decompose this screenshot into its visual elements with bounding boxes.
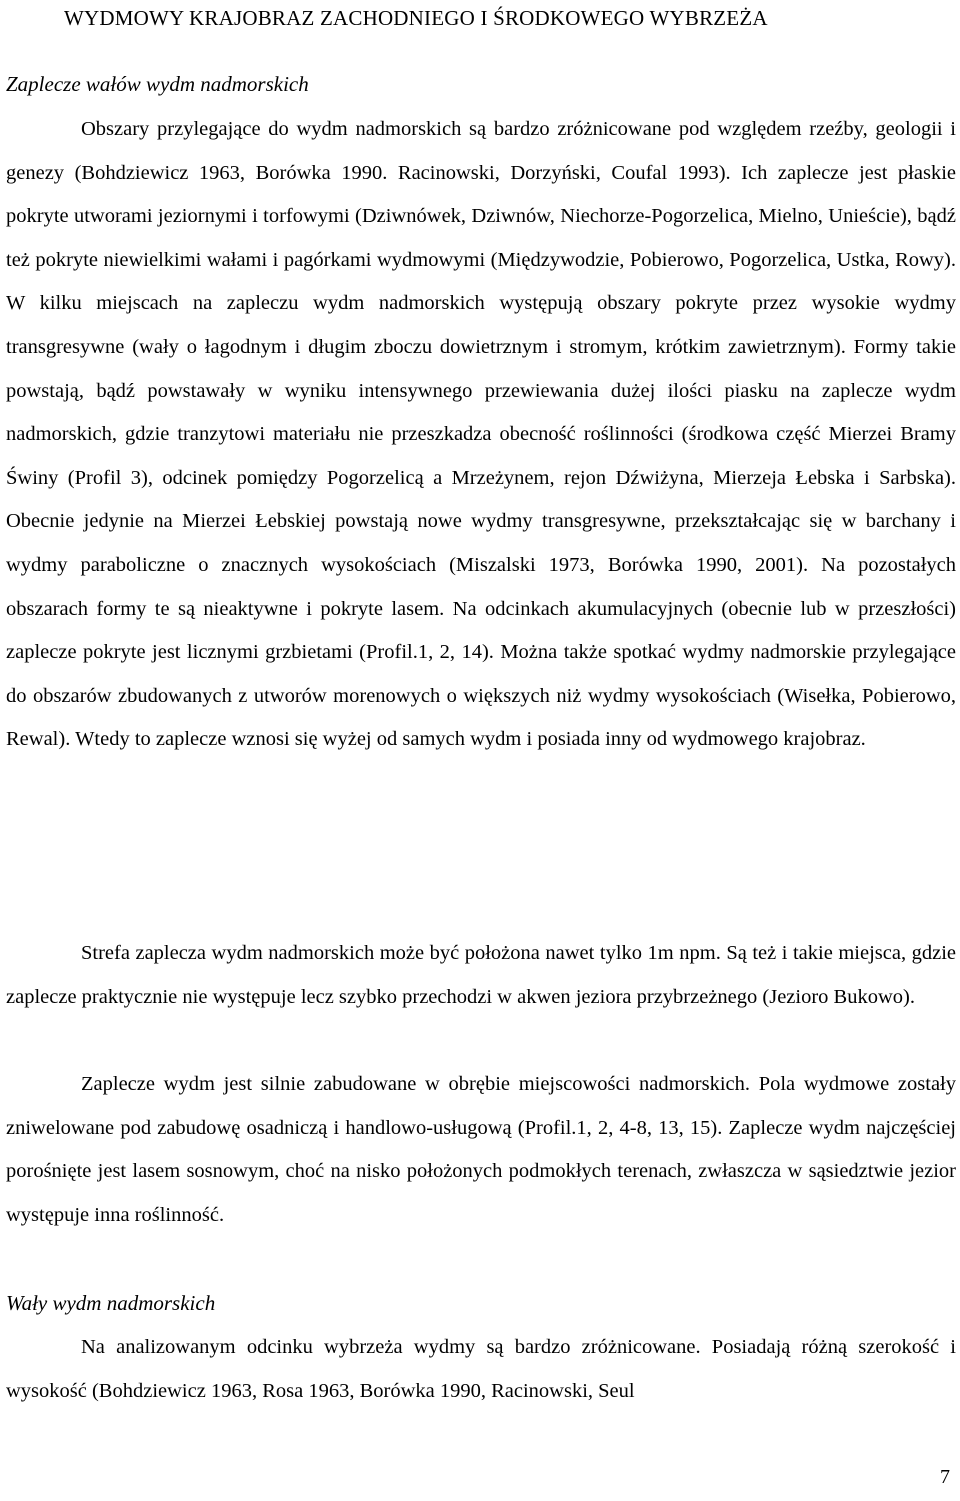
section-title-waly: Wały wydm nadmorskich	[6, 1291, 216, 1315]
paragraph-waly-1: Na analizowanym odcinku wybrzeża wydmy są bardzo zróżnicowane. Posiadają różną szerokość i wysokość (Bohdziewicz 1963, Rosa 1963, Borówka 1990, Racinowski, Seul	[6, 1336, 956, 1402]
section-title-zaplecze: Zaplecze wałów wydm nadmorskich	[6, 72, 309, 96]
running-header: WYDMOWY KRAJOBRAZ ZACHODNIEGO I ŚRODKOWEGO WYBRZEŻA	[64, 6, 768, 30]
paragraph-zaplecze-1: Obszary przylegające do wydm nadmorskich są bardzo zróżnicowane pod względem rzeźby, geologii i genezy (Bohdziewicz 1963, Borówka 1990. Racinowski, Dorzyński, Coufal 1993). Ich zaplecze jest płaskie pokryte utworami jeziornymi i torfowymi (Dziwnówek, Dziwnów, Niechorze-Pogorzelica, Mielno, Unieście), bądź też pokryte niewielkimi wałami i pagórkami wydmowymi (Międzywodzie, Pobierowo, Pogorzelica, Ustka, Rowy). W kilku miejscach na zapleczu wydm nadmorskich występują obszary pokryte przez wysokie wydmy transgresywne (wały o łagodnym i długim zboczu dowietrznym i stromym, krótkim zawietrznym). Formy takie powstają, bądź powstawały w wyniku intensywnego przewiewania dużej ilości piasku na zaplecze wydm nadmorskich, gdzie tranzytowi materiału nie przeszkadza obecność roślinności (środkowa część Mierzei Bramy Świny (Profil 3), odcinek pomiędzy Pogorzelicą a Mrzeżynem, rejon Dźwiżyna, Mierzeja Łebska i Sarbska). Obecnie jedynie na Mierzei Łebskiej powstają nowe wydmy transgresywne, przekształcając się w barchany i wydmy paraboliczne o znacznych wysokościach (Miszalski 1973, Borówka 1990, 2001). Na pozostałych obszarach formy te są nieaktywne i pokryte lasem. Na odcinkach akumulacyjnych (obecnie lub w przeszłości) zaplecze pokryte jest licznymi grzbietami (Profil.1, 2, 14). Można także spotkać wydmy nadmorskie przylegające do obszarów zbudowanych z utworów morenowych o większych niż wydmy wysokościach (Wisełka, Pobierowo, Rewal). Wtedy to zaplecze wznosi się wyżej od samych wydm i posiada inny od wydmowego krajobraz.	[6, 118, 956, 751]
page-number: 7	[940, 1466, 950, 1488]
paragraph-zaplecze-3: Zaplecze wydm jest silnie zabudowane w obrębie miejscowości nadmorskich. Pola wydmowe zostały zniwelowane pod zabudowę osadniczą i handlowo-usługową (Profil.1, 2, 4-8, 13, 15). Zaplecze wydm najczęściej porośnięte jest lasem sosnowym, choć na nisko położonych podmokłych terenach, zwłaszcza w sąsiedztwie jezior występuje inna roślinność.	[6, 1073, 956, 1226]
paragraph-zaplecze-2: Strefa zaplecza wydm nadmorskich może być położona nawet tylko 1m npm. Są też i takie miejsca, gdzie zaplecze praktycznie nie występuje lecz szybko przechodzi w akwen jeziora przybrzeżnego (Jezioro Bukowo).	[6, 942, 956, 1008]
